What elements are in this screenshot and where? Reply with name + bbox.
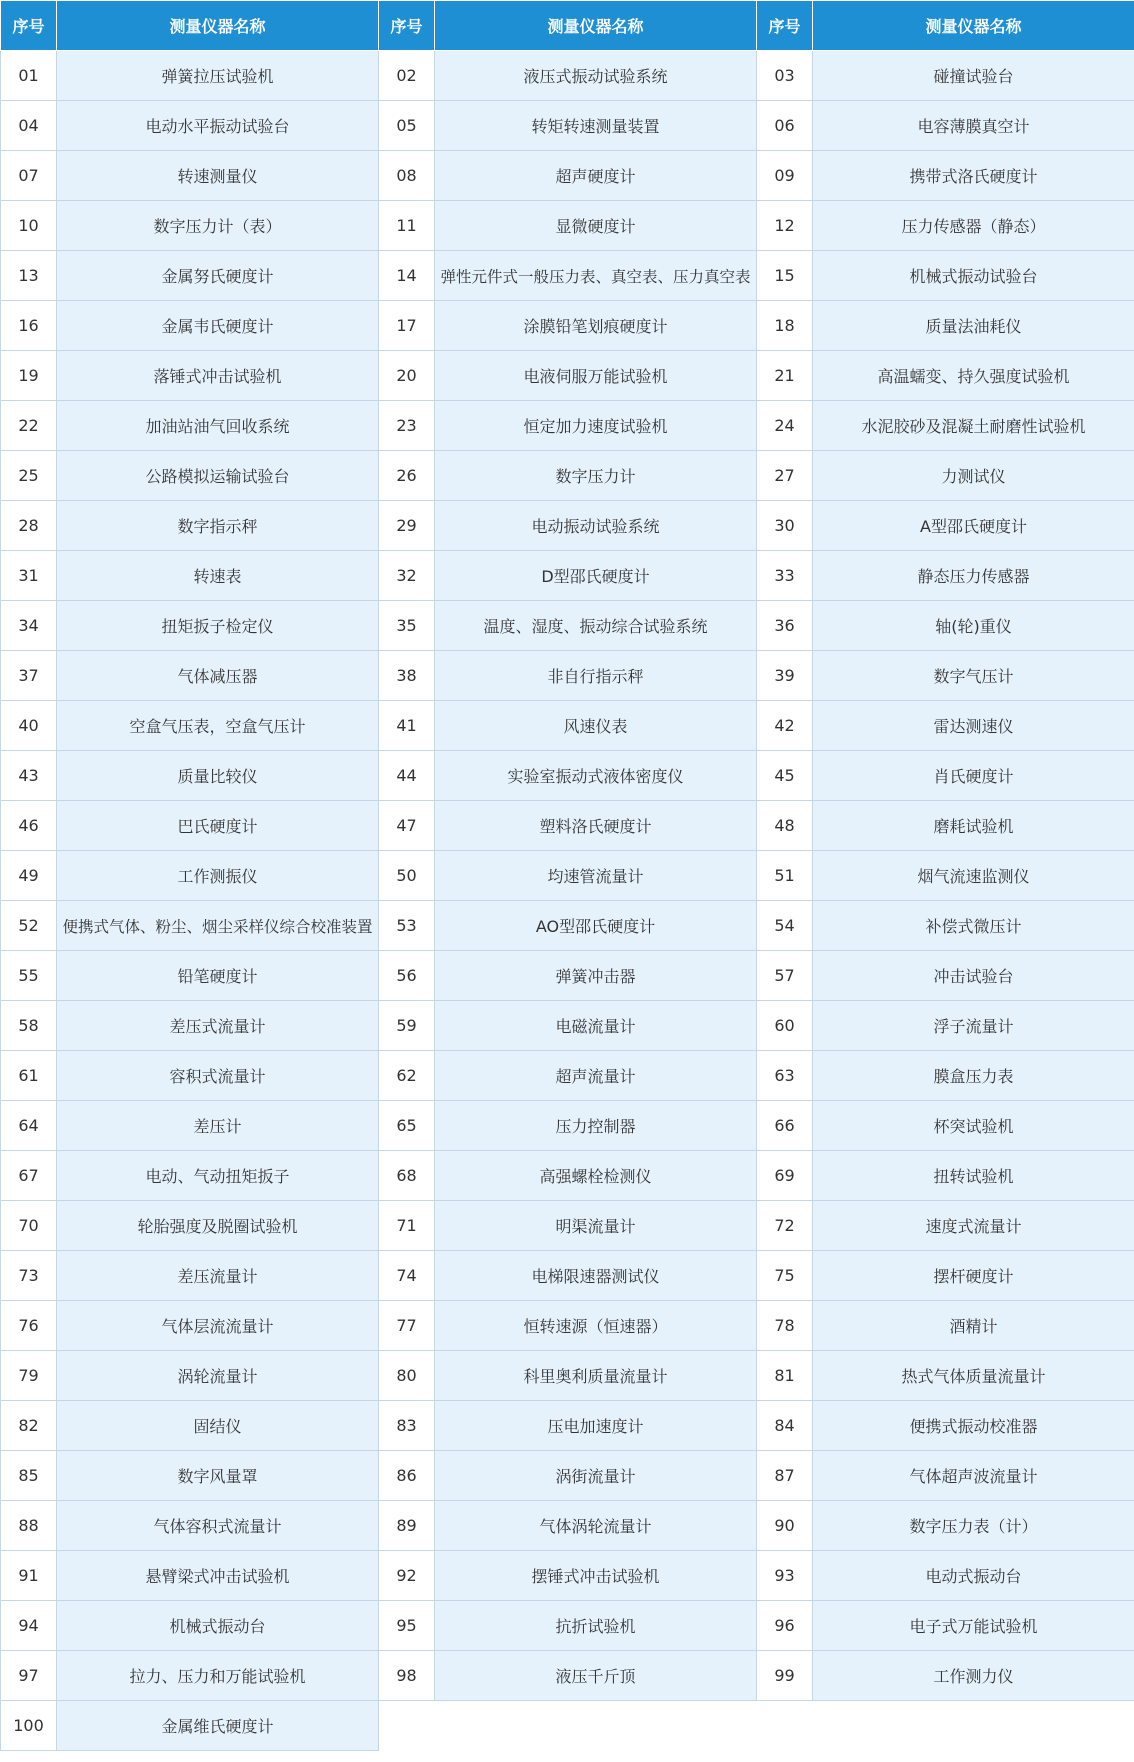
- table-row: [1, 1601, 1134, 1651]
- serial-number-cell: 97: [1, 1651, 57, 1701]
- table-row: [1, 1051, 1134, 1101]
- header-instrument-name-1: 测量仪器名称: [57, 1, 379, 51]
- empty-cell: [435, 1701, 757, 1751]
- serial-number-cell: 88: [1, 1501, 57, 1551]
- instrument-name-cell: 酒精计: [813, 1301, 1134, 1351]
- instrument-name-cell: 超声硬度计: [435, 151, 757, 201]
- instrument-name-cell: 气体超声波流量计: [813, 1451, 1134, 1501]
- serial-number-cell: 45: [757, 751, 813, 801]
- instrument-name-cell: 水泥胶砂及混凝土耐磨性试验机: [813, 401, 1134, 451]
- table-row: [1, 1151, 1134, 1201]
- serial-number-cell: 40: [1, 701, 57, 751]
- instrument-name-cell: 扭矩扳子检定仪: [57, 601, 379, 651]
- serial-number-cell: 23: [379, 401, 435, 451]
- serial-number-cell: 63: [757, 1051, 813, 1101]
- instrument-name-cell: 电容薄膜真空计: [813, 101, 1134, 151]
- instrument-name-cell: 数字指示秤: [57, 501, 379, 551]
- serial-number-cell: 98: [379, 1651, 435, 1701]
- serial-number-cell: 84: [757, 1401, 813, 1451]
- instrument-name-cell: 便携式振动校准器: [813, 1401, 1134, 1451]
- instrument-name-cell: 质量比较仪: [57, 751, 379, 801]
- header-serial-3: 序号: [757, 1, 813, 51]
- serial-number-cell: 89: [379, 1501, 435, 1551]
- header-serial-2: 序号: [379, 1, 435, 51]
- instrument-name-cell: 明渠流量计: [435, 1201, 757, 1251]
- instrument-name-cell: 容积式流量计: [57, 1051, 379, 1101]
- serial-number-cell: 56: [379, 951, 435, 1001]
- serial-number-cell: 16: [1, 301, 57, 351]
- serial-number-cell: 36: [757, 601, 813, 651]
- instrument-name-cell: 便携式气体、粉尘、烟尘采样仪综合校准装置: [57, 901, 379, 951]
- table-row: [1, 201, 1134, 251]
- serial-number-cell: 78: [757, 1301, 813, 1351]
- serial-number-cell: 26: [379, 451, 435, 501]
- serial-number-cell: 73: [1, 1251, 57, 1301]
- serial-number-cell: 35: [379, 601, 435, 651]
- table-row: [1, 351, 1134, 401]
- serial-number-cell: 06: [757, 101, 813, 151]
- instrument-name-cell: 电动水平振动试验台: [57, 101, 379, 151]
- instrument-name-cell: 摆杆硬度计: [813, 1251, 1134, 1301]
- instrument-name-cell: 电动式振动台: [813, 1551, 1134, 1601]
- serial-number-cell: 20: [379, 351, 435, 401]
- serial-number-cell: 58: [1, 1001, 57, 1051]
- instrument-name-cell: 转矩转速测量装置: [435, 101, 757, 151]
- header-instrument-name-3: 测量仪器名称: [813, 1, 1134, 51]
- instrument-name-cell: 高强螺栓检测仪: [435, 1151, 757, 1201]
- serial-number-cell: 03: [757, 51, 813, 101]
- serial-number-cell: 85: [1, 1451, 57, 1501]
- table-row: [1, 551, 1134, 601]
- instrument-name-cell: 电液伺服万能试验机: [435, 351, 757, 401]
- serial-number-cell: 59: [379, 1001, 435, 1051]
- serial-number-cell: 71: [379, 1201, 435, 1251]
- instrument-name-cell: 落锤式冲击试验机: [57, 351, 379, 401]
- instrument-name-cell: 弹性元件式一般压力表、真空表、压力真空表: [435, 251, 757, 301]
- instrument-name-cell: 工作测振仪: [57, 851, 379, 901]
- instrument-name-cell: 非自行指示秤: [435, 651, 757, 701]
- serial-number-cell: 53: [379, 901, 435, 951]
- serial-number-cell: 27: [757, 451, 813, 501]
- table-row: [1, 51, 1134, 101]
- serial-number-cell: 94: [1, 1601, 57, 1651]
- table-row: [1, 501, 1134, 551]
- instrument-name-cell: 轴(轮)重仪: [813, 601, 1134, 651]
- instrument-name-cell: 公路模拟运输试验台: [57, 451, 379, 501]
- table-row: [1, 1651, 1134, 1701]
- instrument-name-cell: 风速仪表: [435, 701, 757, 751]
- instrument-name-cell: 液压式振动试验系统: [435, 51, 757, 101]
- instrument-name-cell: 机械式振动试验台: [813, 251, 1134, 301]
- serial-number-cell: 34: [1, 601, 57, 651]
- instrument-name-cell: 铅笔硬度计: [57, 951, 379, 1001]
- serial-number-cell: 41: [379, 701, 435, 751]
- instrument-name-cell: 实验室振动式液体密度仪: [435, 751, 757, 801]
- instrument-name-cell: 转速测量仪: [57, 151, 379, 201]
- serial-number-cell: 86: [379, 1451, 435, 1501]
- serial-number-cell: 04: [1, 101, 57, 151]
- instrument-name-cell: 电磁流量计: [435, 1001, 757, 1051]
- instrument-name-cell: 金属努氏硬度计: [57, 251, 379, 301]
- serial-number-cell: 21: [757, 351, 813, 401]
- serial-number-cell: 48: [757, 801, 813, 851]
- table-row: [1, 751, 1134, 801]
- instrument-name-cell: 力测试仪: [813, 451, 1134, 501]
- table-row: [1, 1401, 1134, 1451]
- serial-number-cell: 10: [1, 201, 57, 251]
- serial-number-cell: 02: [379, 51, 435, 101]
- instrument-name-cell: 数字压力计（表）: [57, 201, 379, 251]
- instrument-name-cell: 转速表: [57, 551, 379, 601]
- header-serial-1: 序号: [1, 1, 57, 51]
- instrument-name-cell: 热式气体质量流量计: [813, 1351, 1134, 1401]
- table-row: [1, 1501, 1134, 1551]
- instrument-name-cell: 加油站油气回收系统: [57, 401, 379, 451]
- serial-number-cell: 44: [379, 751, 435, 801]
- instrument-name-cell: 数字压力计: [435, 451, 757, 501]
- serial-number-cell: 72: [757, 1201, 813, 1251]
- instrument-name-cell: 显微硬度计: [435, 201, 757, 251]
- serial-number-cell: 32: [379, 551, 435, 601]
- instrument-name-cell: 压电加速度计: [435, 1401, 757, 1451]
- instrument-name-cell: 固结仪: [57, 1401, 379, 1451]
- serial-number-cell: 33: [757, 551, 813, 601]
- instrument-name-cell: 气体容积式流量计: [57, 1501, 379, 1551]
- table-row: [1, 451, 1134, 501]
- table-row: [1, 1001, 1134, 1051]
- instrument-name-cell: 浮子流量计: [813, 1001, 1134, 1051]
- serial-number-cell: 90: [757, 1501, 813, 1551]
- instrument-name-cell: 差压式流量计: [57, 1001, 379, 1051]
- table-row: [1, 1701, 1134, 1751]
- instrument-name-cell: 恒转速源（恒速器）: [435, 1301, 757, 1351]
- serial-number-cell: 19: [1, 351, 57, 401]
- instrument-name-cell: 悬臂梁式冲击试验机: [57, 1551, 379, 1601]
- serial-number-cell: 51: [757, 851, 813, 901]
- serial-number-cell: 31: [1, 551, 57, 601]
- instrument-name-cell: 金属维氏硬度计: [57, 1701, 379, 1751]
- serial-number-cell: 07: [1, 151, 57, 201]
- instrument-name-cell: 碰撞试验台: [813, 51, 1134, 101]
- serial-number-cell: 46: [1, 801, 57, 851]
- serial-number-cell: 69: [757, 1151, 813, 1201]
- table-row: [1, 601, 1134, 651]
- serial-number-cell: 52: [1, 901, 57, 951]
- table-row: [1, 301, 1134, 351]
- serial-number-cell: 30: [757, 501, 813, 551]
- serial-number-cell: 64: [1, 1101, 57, 1151]
- serial-number-cell: 67: [1, 1151, 57, 1201]
- table-row: [1, 851, 1134, 901]
- instrument-name-cell: 压力传感器（静态）: [813, 201, 1134, 251]
- instrument-name-cell: 冲击试验台: [813, 951, 1134, 1001]
- serial-number-cell: 57: [757, 951, 813, 1001]
- serial-number-cell: 38: [379, 651, 435, 701]
- instrument-name-cell: 补偿式微压计: [813, 901, 1134, 951]
- instrument-name-cell: 液压千斤顶: [435, 1651, 757, 1701]
- instrument-name-cell: 工作测力仪: [813, 1651, 1134, 1701]
- table-row: [1, 801, 1134, 851]
- table-row: [1, 701, 1134, 751]
- instrument-name-cell: 差压计: [57, 1101, 379, 1151]
- instrument-name-cell: 涡轮流量计: [57, 1351, 379, 1401]
- instrument-name-cell: AO型邵氏硬度计: [435, 901, 757, 951]
- serial-number-cell: 68: [379, 1151, 435, 1201]
- instrument-name-cell: 雷达测速仪: [813, 701, 1134, 751]
- instrument-name-cell: 摆锤式冲击试验机: [435, 1551, 757, 1601]
- serial-number-cell: 18: [757, 301, 813, 351]
- serial-number-cell: 79: [1, 1351, 57, 1401]
- serial-number-cell: 96: [757, 1601, 813, 1651]
- serial-number-cell: 93: [757, 1551, 813, 1601]
- serial-number-cell: 74: [379, 1251, 435, 1301]
- serial-number-cell: 25: [1, 451, 57, 501]
- serial-number-cell: 15: [757, 251, 813, 301]
- instrument-name-cell: 弹簧拉压试验机: [57, 51, 379, 101]
- instrument-name-cell: 扭转试验机: [813, 1151, 1134, 1201]
- serial-number-cell: 28: [1, 501, 57, 551]
- empty-cell: [813, 1701, 1134, 1751]
- instrument-name-cell: 拉力、压力和万能试验机: [57, 1651, 379, 1701]
- instrument-name-cell: 高温蠕变、持久强度试验机: [813, 351, 1134, 401]
- table-body: [1, 51, 1134, 1751]
- serial-number-cell: 66: [757, 1101, 813, 1151]
- table-row: [1, 1201, 1134, 1251]
- instrument-name-cell: 电梯限速器测试仪: [435, 1251, 757, 1301]
- table-row: [1, 1301, 1134, 1351]
- serial-number-cell: 60: [757, 1001, 813, 1051]
- instrument-name-cell: 质量法油耗仪: [813, 301, 1134, 351]
- instrument-name-cell: 温度、湿度、振动综合试验系统: [435, 601, 757, 651]
- serial-number-cell: 82: [1, 1401, 57, 1451]
- instrument-name-cell: 压力控制器: [435, 1101, 757, 1151]
- serial-number-cell: 54: [757, 901, 813, 951]
- instrument-name-cell: 涂膜铅笔划痕硬度计: [435, 301, 757, 351]
- serial-number-cell: 91: [1, 1551, 57, 1601]
- table-row: [1, 651, 1134, 701]
- table-row: [1, 1101, 1134, 1151]
- serial-number-cell: 77: [379, 1301, 435, 1351]
- instrument-name-cell: 数字气压计: [813, 651, 1134, 701]
- header-instrument-name-2: 测量仪器名称: [435, 1, 757, 51]
- table-row: [1, 101, 1134, 151]
- serial-number-cell: 22: [1, 401, 57, 451]
- serial-number-cell: 13: [1, 251, 57, 301]
- instrument-name-cell: 膜盒压力表: [813, 1051, 1134, 1101]
- instrument-name-cell: 静态压力传感器: [813, 551, 1134, 601]
- instrument-name-cell: 超声流量计: [435, 1051, 757, 1101]
- serial-number-cell: 95: [379, 1601, 435, 1651]
- instrument-name-cell: 机械式振动台: [57, 1601, 379, 1651]
- serial-number-cell: 12: [757, 201, 813, 251]
- serial-number-cell: 55: [1, 951, 57, 1001]
- instrument-name-cell: 轮胎强度及脱圈试验机: [57, 1201, 379, 1251]
- instrument-name-cell: 速度式流量计: [813, 1201, 1134, 1251]
- serial-number-cell: 01: [1, 51, 57, 101]
- table-header-row: [1, 1, 1134, 51]
- serial-number-cell: 99: [757, 1651, 813, 1701]
- instrument-name-cell: 差压流量计: [57, 1251, 379, 1301]
- instrument-name-cell: 均速管流量计: [435, 851, 757, 901]
- table-row: [1, 401, 1134, 451]
- serial-number-cell: 09: [757, 151, 813, 201]
- serial-number-cell: 47: [379, 801, 435, 851]
- serial-number-cell: 24: [757, 401, 813, 451]
- instrument-name-cell: 电动振动试验系统: [435, 501, 757, 551]
- table-row: [1, 1451, 1134, 1501]
- serial-number-cell: 43: [1, 751, 57, 801]
- instrument-name-cell: 恒定加力速度试验机: [435, 401, 757, 451]
- serial-number-cell: 87: [757, 1451, 813, 1501]
- serial-number-cell: 14: [379, 251, 435, 301]
- serial-number-cell: 92: [379, 1551, 435, 1601]
- serial-number-cell: 61: [1, 1051, 57, 1101]
- instrument-name-cell: 气体涡轮流量计: [435, 1501, 757, 1551]
- instrument-name-cell: 磨耗试验机: [813, 801, 1134, 851]
- empty-cell: [757, 1701, 813, 1751]
- instrument-name-cell: 杯突试验机: [813, 1101, 1134, 1151]
- serial-number-cell: 65: [379, 1101, 435, 1151]
- serial-number-cell: 100: [1, 1701, 57, 1751]
- serial-number-cell: 83: [379, 1401, 435, 1451]
- table-row: [1, 151, 1134, 201]
- instrument-name-cell: A型邵氏硬度计: [813, 501, 1134, 551]
- table-row: [1, 951, 1134, 1001]
- serial-number-cell: 08: [379, 151, 435, 201]
- serial-number-cell: 17: [379, 301, 435, 351]
- serial-number-cell: 29: [379, 501, 435, 551]
- table-row: [1, 251, 1134, 301]
- empty-cell: [379, 1701, 435, 1751]
- serial-number-cell: 50: [379, 851, 435, 901]
- serial-number-cell: 05: [379, 101, 435, 151]
- instrument-name-cell: 科里奥利质量流量计: [435, 1351, 757, 1401]
- serial-number-cell: 80: [379, 1351, 435, 1401]
- instrument-name-cell: 携带式洛氏硬度计: [813, 151, 1134, 201]
- instrument-name-cell: 电子式万能试验机: [813, 1601, 1134, 1651]
- instrument-name-cell: 肖氏硬度计: [813, 751, 1134, 801]
- table-row: [1, 1351, 1134, 1401]
- instrument-name-cell: 电动、气动扭矩扳子: [57, 1151, 379, 1201]
- instrument-name-cell: 塑料洛氏硬度计: [435, 801, 757, 851]
- table-row: [1, 1551, 1134, 1601]
- serial-number-cell: 70: [1, 1201, 57, 1251]
- serial-number-cell: 37: [1, 651, 57, 701]
- instrument-name-cell: 抗折试验机: [435, 1601, 757, 1651]
- instrument-name-cell: 涡街流量计: [435, 1451, 757, 1501]
- serial-number-cell: 49: [1, 851, 57, 901]
- instrument-name-cell: 数字压力表（计）: [813, 1501, 1134, 1551]
- instrument-name-cell: 数字风量罩: [57, 1451, 379, 1501]
- serial-number-cell: 81: [757, 1351, 813, 1401]
- instrument-name-cell: 弹簧冲击器: [435, 951, 757, 1001]
- serial-number-cell: 76: [1, 1301, 57, 1351]
- serial-number-cell: 39: [757, 651, 813, 701]
- serial-number-cell: 11: [379, 201, 435, 251]
- instrument-name-cell: 气体减压器: [57, 651, 379, 701]
- instrument-name-cell: D型邵氏硬度计: [435, 551, 757, 601]
- table-row: [1, 901, 1134, 951]
- serial-number-cell: 42: [757, 701, 813, 751]
- instrument-name-cell: 空盒气压表，空盒气压计: [57, 701, 379, 751]
- instrument-name-cell: 烟气流速监测仪: [813, 851, 1134, 901]
- instrument-name-cell: 气体层流流量计: [57, 1301, 379, 1351]
- serial-number-cell: 62: [379, 1051, 435, 1101]
- serial-number-cell: 75: [757, 1251, 813, 1301]
- table-row: [1, 1251, 1134, 1301]
- instrument-name-cell: 巴氏硬度计: [57, 801, 379, 851]
- instrument-name-cell: 金属韦氏硬度计: [57, 301, 379, 351]
